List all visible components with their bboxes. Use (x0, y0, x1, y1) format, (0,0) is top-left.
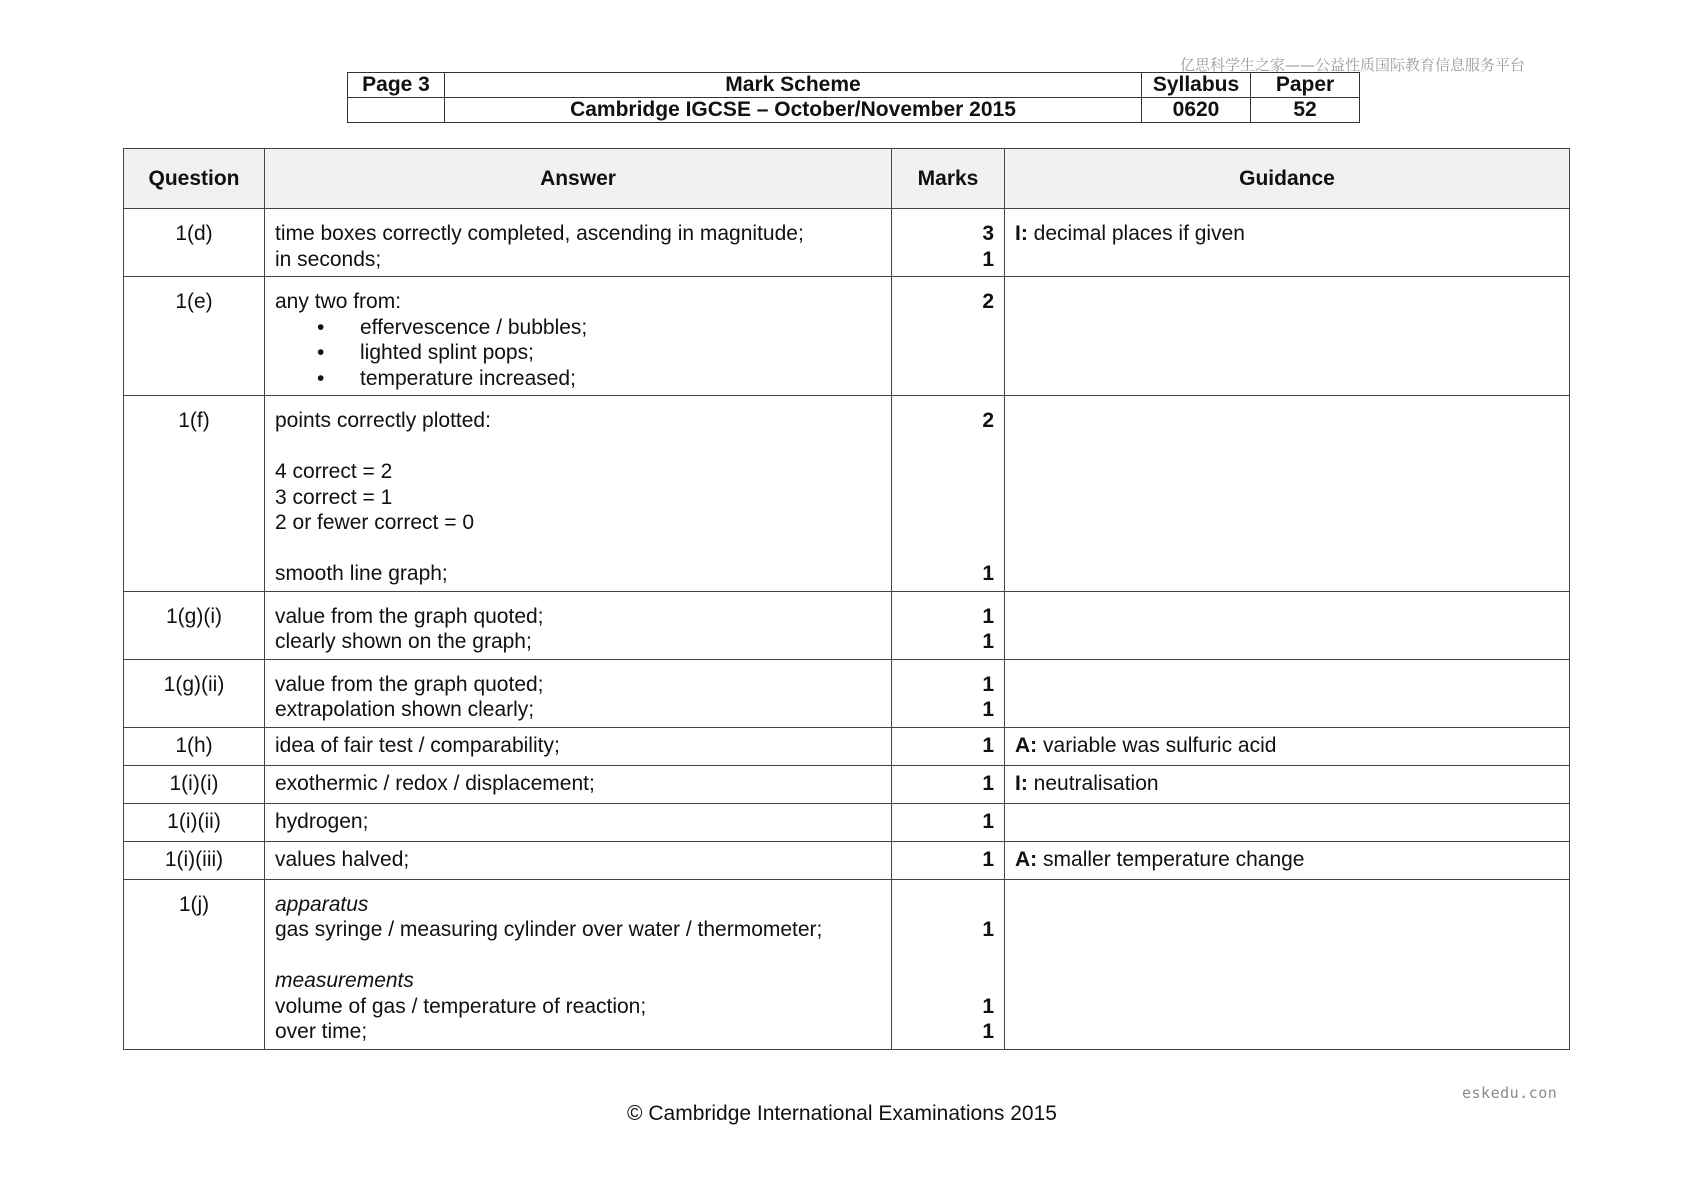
mark-value: 1 (982, 847, 994, 871)
answer-line: over time; (275, 1020, 368, 1043)
table-header-row (124, 149, 1570, 209)
mark-value: 1 (982, 994, 994, 1018)
question-cell: 1(e) (124, 277, 265, 396)
question-cell: 1(i)(ii) (124, 803, 265, 841)
table-row (124, 591, 1570, 659)
page-label: Page 3 (348, 73, 445, 98)
spacer (275, 434, 881, 460)
watermark-bottom: eskedu.con (1462, 1084, 1558, 1102)
answer-line: 4 correct = 2 (275, 460, 393, 483)
guidance-cell (1005, 591, 1570, 659)
column-header-answer: Answer (265, 149, 892, 209)
guidance-cell (1005, 209, 1570, 277)
marks-cell (892, 591, 1005, 659)
guidance-text: variable was sulfuric acid (1043, 733, 1277, 757)
guidance-cell (1005, 277, 1570, 396)
watermark-top: 亿思科学生之家——公益性质国际教育信息服务平台 (1180, 56, 1526, 74)
mark-value: 1 (982, 562, 994, 585)
spacer (275, 536, 881, 562)
spacer (902, 434, 994, 460)
question-cell: 1(i)(iii) (124, 841, 265, 879)
marks-cell (892, 209, 1005, 277)
table-row (124, 277, 1570, 396)
spacer (902, 459, 994, 485)
guidance-prefix: A: (1015, 733, 1038, 757)
mark-value: 1 (982, 672, 994, 696)
mark-value: 1 (982, 630, 994, 653)
column-header-marks: Marks (892, 149, 1005, 209)
guidance-prefix: A: (1015, 847, 1038, 871)
table-row (124, 803, 1570, 841)
answer-line: gas syringe / measuring cylinder over water / thermometer; (275, 918, 823, 941)
guidance-cell (1005, 727, 1570, 765)
header-subtitle: Cambridge IGCSE – October/November 2015 (445, 98, 1142, 123)
answer-cell (265, 591, 892, 659)
answer-line: volume of gas / temperature of reaction; (275, 994, 647, 1018)
bullet-item (275, 340, 881, 366)
mark-value: 1 (982, 698, 994, 721)
spacer (902, 510, 994, 536)
mark-value: 1 (982, 1020, 994, 1043)
guidance-cell (1005, 803, 1570, 841)
table-row (124, 727, 1570, 765)
mark-scheme-table (123, 148, 1570, 1050)
answer-cell (265, 765, 892, 803)
answer-cell (265, 841, 892, 879)
answer-subheading: apparatus (275, 892, 369, 916)
guidance-prefix: I: (1015, 222, 1028, 245)
mark-value: 1 (982, 247, 994, 271)
question-cell: 1(i)(i) (124, 765, 265, 803)
answer-line: idea of fair test / comparability; (275, 733, 560, 757)
answer-cell (265, 396, 892, 592)
table-row (124, 659, 1570, 727)
paper-number: 52 (1251, 98, 1360, 123)
answer-line: clearly shown on the graph; (275, 630, 532, 653)
table-row (124, 765, 1570, 803)
answer-cell (265, 727, 892, 765)
document-header-table (347, 72, 1360, 123)
syllabus-label: Syllabus (1142, 73, 1251, 98)
spacer (902, 968, 994, 994)
answer-line: 2 or fewer correct = 0 (275, 511, 474, 534)
guidance-cell (1005, 659, 1570, 727)
answer-cell (265, 277, 892, 396)
bullet-item (275, 315, 881, 341)
table-row (124, 209, 1570, 277)
table-row (124, 879, 1570, 1049)
mark-value: 1 (982, 771, 994, 795)
mark-value: 2 (982, 290, 994, 313)
answer-line: exothermic / redox / displacement; (275, 771, 595, 795)
bullet-icon: • (317, 341, 325, 364)
answer-line: 3 correct = 1 (275, 485, 393, 509)
mark-value: 1 (982, 733, 994, 757)
spacer (902, 485, 994, 511)
paper-label: Paper (1251, 73, 1360, 98)
marks-cell (892, 803, 1005, 841)
question-cell: 1(h) (124, 727, 265, 765)
guidance-text: smaller temperature change (1043, 847, 1305, 871)
bullet-text: temperature increased; (360, 366, 576, 390)
guidance-text: decimal places if given (1033, 222, 1245, 245)
header-empty-cell (348, 98, 445, 123)
bullet-icon: • (317, 366, 325, 390)
marks-cell (892, 396, 1005, 592)
spacer (902, 892, 994, 918)
answer-line: values halved; (275, 847, 410, 871)
bullet-icon: • (317, 315, 325, 339)
answer-line: smooth line graph; (275, 562, 448, 585)
answer-line: extrapolation shown clearly; (275, 698, 535, 721)
spacer (902, 943, 994, 969)
question-cell: 1(g)(i) (124, 591, 265, 659)
column-header-question: Question (124, 149, 265, 209)
table-row (124, 841, 1570, 879)
marks-cell (892, 277, 1005, 396)
answer-line: in seconds; (275, 247, 382, 271)
table-row (124, 396, 1570, 592)
answer-line: any two from: (275, 290, 402, 313)
bullet-text: lighted splint pops; (360, 341, 534, 364)
syllabus-code: 0620 (1142, 98, 1251, 123)
answer-cell (265, 209, 892, 277)
question-cell: 1(d) (124, 209, 265, 277)
header-title: Mark Scheme (445, 73, 1142, 98)
marks-cell (892, 765, 1005, 803)
spacer (902, 536, 994, 562)
guidance-cell (1005, 396, 1570, 592)
answer-line: time boxes correctly completed, ascending in magnitude; (275, 222, 804, 245)
marks-cell (892, 727, 1005, 765)
answer-cell (265, 659, 892, 727)
marks-cell (892, 841, 1005, 879)
answer-line: value from the graph quoted; (275, 672, 544, 696)
bullet-item (275, 366, 881, 392)
answer-cell (265, 879, 892, 1049)
guidance-prefix: I: (1015, 771, 1028, 795)
column-header-guidance: Guidance (1005, 149, 1570, 209)
answer-subheading: measurements (275, 969, 414, 992)
guidance-text: neutralisation (1033, 771, 1159, 795)
guidance-cell (1005, 765, 1570, 803)
mark-value: 3 (982, 222, 994, 245)
mark-value: 1 (982, 604, 994, 628)
answer-line: value from the graph quoted; (275, 604, 544, 628)
answer-line: hydrogen; (275, 809, 369, 833)
mark-value: 1 (982, 918, 994, 941)
question-cell: 1(j) (124, 879, 265, 1049)
question-cell: 1(g)(ii) (124, 659, 265, 727)
marks-cell (892, 879, 1005, 1049)
spacer (275, 943, 881, 969)
copyright-footer: © Cambridge International Examinations 2015 (627, 1102, 1057, 1125)
answer-cell (265, 803, 892, 841)
marks-cell (892, 659, 1005, 727)
question-cell: 1(f) (124, 396, 265, 592)
mark-value: 2 (982, 409, 994, 432)
guidance-cell (1005, 841, 1570, 879)
bullet-text: effervescence / bubbles; (360, 315, 588, 339)
guidance-cell (1005, 879, 1570, 1049)
answer-line: points correctly plotted: (275, 409, 491, 432)
mark-value: 1 (982, 809, 994, 833)
